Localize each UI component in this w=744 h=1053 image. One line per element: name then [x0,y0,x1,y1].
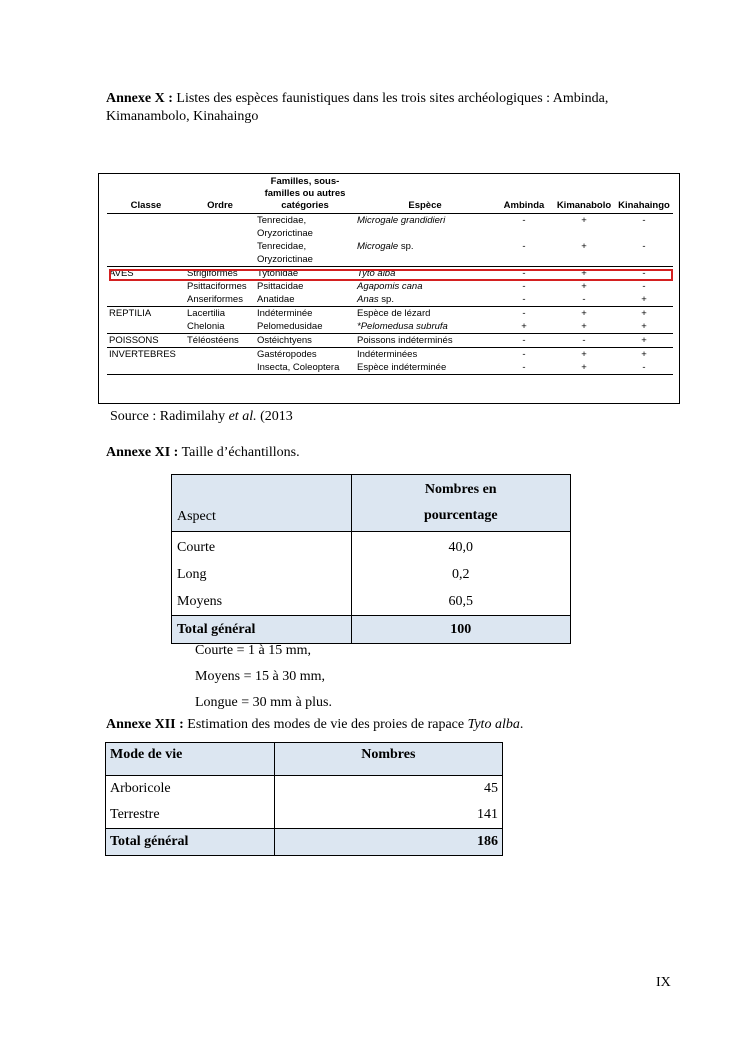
table-row [107,361,673,375]
cell-kinahaingo: - [642,281,646,292]
espece-genus: Anas [357,294,379,305]
total-label: Total général [172,616,352,644]
annexe-x-title-line2: Kimanambolo, Kinahaingo [106,109,259,124]
cell-famille: Tenrecidae, [257,215,307,226]
cell-espece: Agapomis cana [357,281,423,292]
table-row [107,320,673,334]
cell-ordre: Chelonia [187,321,225,332]
cell-espece: Espèce indéterminée [355,361,495,375]
cell-espece: Indéterminées [357,349,418,360]
cell-espece [355,240,495,253]
annexe-xi-heading [106,444,300,462]
cell-kimanabolo: + [553,361,615,375]
annexe-xii-title-italic: Tyto alba [467,717,520,732]
espece-suffix: sp. [398,241,414,252]
cell-value: 40,0 [351,532,570,562]
cell-ordre: Lacertilia [187,308,226,319]
cell-kinahaingo: - [642,241,646,252]
cell-classe: POISSONS [109,335,159,346]
annexe-xii-title-end: . [519,717,524,732]
cell-ambinda: - [522,335,526,346]
cell-kimanabolo: + [581,308,587,319]
table-row [106,776,503,803]
cell-kimanabolo: + [581,281,587,292]
annexe-xii-label: Annexe XII : [106,717,184,732]
header-espece: Espèce [408,200,442,211]
header-aspect: Aspect [172,475,352,532]
note-courte: Courte = 1 à 15 mm, [195,643,311,658]
cell-famille: Gastéropodes [257,349,317,360]
life-mode-table [105,742,503,856]
table-header-row [106,743,503,776]
cell-classe: AVES [109,268,134,279]
table-row [107,280,673,293]
header-nombres: Nombres [274,743,502,776]
cell-classe: REPTILIA [109,308,152,319]
cell-mode: Arboricole [106,776,275,803]
source-prefix: Source : Radimilahy [110,409,229,424]
cell-kimanabolo: + [581,241,587,252]
header-ordre: Ordre [207,200,233,211]
cell-espece: Microgale grandidieri [357,215,446,226]
table-total-row [106,829,503,856]
page-number: IX [656,975,671,990]
fauna-table-figure [98,173,680,404]
annexe-xi-label: Annexe XI : [106,445,179,460]
total-value: 186 [274,829,502,856]
cell-classe [107,214,185,228]
header-nombres-l2: pourcentage [423,508,498,523]
table-row [107,227,673,240]
table-row [107,214,673,228]
header-nombres [351,475,570,532]
cell-kinahaingo: - [642,268,646,279]
espece-genus: Microgale [357,241,399,252]
cell-kimanabolo: + [581,321,587,332]
table-row [107,253,673,267]
cell-famille: Tytonidae [257,268,299,279]
cell-kinahaingo: + [641,349,647,360]
cell-kinahaingo: + [641,321,647,332]
cell-kinahaingo: - [642,215,646,226]
table-row [107,293,673,307]
cell-value: 141 [274,802,502,829]
cell-famille: Psittacidae [257,281,304,292]
source-suffix: (2013 [256,409,293,424]
cell-ordre: Psittaciformes [187,281,247,292]
cell-espece: Tyto alba [357,268,396,279]
header-classe: Classe [130,200,162,211]
cell-famille: Oryzorictinae [257,228,313,239]
cell-espece: Espèce de lézard [357,308,431,319]
cell-famille: Oryzorictinae [257,254,313,265]
cell-espece: *Pelomedusa subrufa [357,321,448,332]
cell-famille: Tenrecidae, [257,241,307,252]
table-row [107,240,673,253]
annexe-xi-title: Taille d’échantillons. [181,445,300,460]
size-notes [195,638,332,716]
cell-kinahaingo: - [615,361,673,375]
total-value: 100 [351,616,570,644]
cell-espece [355,293,495,307]
cell-kimanabolo: + [581,268,587,279]
table-row [172,588,571,616]
header-familles-l1: Familles, sous- [270,176,340,187]
cell-kimanabolo: - [582,294,586,305]
header-kimanabolo: Kimanabolo [556,200,612,211]
cell-value: 0,2 [351,561,570,588]
table-row [107,334,673,348]
cell-kimanabolo: + [581,215,587,226]
cell-mode: Terrestre [106,802,275,829]
header-mode: Mode de vie [106,743,275,776]
table-row [172,532,571,562]
cell-ambinda: - [522,281,526,292]
cell-ambinda: - [522,241,526,252]
cell-aspect: Courte [172,532,352,562]
cell-ambinda: - [522,349,526,360]
total-label: Total général [106,829,275,856]
table-row [107,348,673,362]
source-italic: et al. [228,409,257,424]
sample-size-table [171,474,571,644]
cell-ambinda: - [522,268,526,279]
header-familles-l3: catégories [281,200,329,211]
cell-kimanabolo: - [582,335,586,346]
cell-famille: Anatidae [257,294,295,305]
cell-aspect: Long [172,561,352,588]
annexe-xii-title: Estimation des modes de vie des proies de rapace [187,717,468,732]
cell-value: 60,5 [351,588,570,616]
cell-famille: Indéterminée [257,308,313,319]
cell-kinahaingo: + [641,294,647,305]
annexe-x-heading [106,90,666,126]
cell-ordre [185,214,255,228]
table-row [106,802,503,829]
header-kinahaingo: Kinahaingo [618,200,670,211]
cell-kinahaingo: + [641,308,647,319]
cell-famille: Insecta, Coleoptera [255,361,355,375]
cell-value: 45 [274,776,502,803]
table-row [107,307,673,321]
cell-ordre: Anseriformes [187,294,243,305]
cell-ambinda: + [521,321,527,332]
annexe-x-source [110,408,293,426]
annexe-xii-heading [106,716,523,734]
espece-suffix: sp. [378,294,394,305]
table-row [172,561,571,588]
cell-kinahaingo: + [641,335,647,346]
cell-famille: Ostéichtyens [257,335,312,346]
tyto-alba-highlight-box [109,269,673,281]
cell-ordre: Téléostéens [187,335,239,346]
note-moyens: Moyens = 15 à 30 mm, [195,669,325,684]
cell-ambinda: - [495,361,553,375]
cell-ambinda: - [522,308,526,319]
table-header-row [172,475,571,532]
cell-espece: Poissons indéterminés [357,335,453,346]
note-longue: Longue = 30 mm à plus. [195,695,332,710]
header-nombres-l1: Nombres en [424,482,497,497]
cell-ordre: Strigiformes [187,268,238,279]
fauna-header-row [107,176,673,214]
header-ambinda: Ambinda [503,200,545,211]
header-familles [255,176,355,214]
annexe-x-title-line1: Listes des espèces faunistiques dans les trois sites archéologiques : Ambinda, [176,91,609,106]
cell-aspect: Moyens [172,588,352,616]
header-familles-l2: familles ou autres [264,188,346,199]
annexe-x-label: Annexe X : [106,91,173,106]
cell-ambinda: - [522,215,526,226]
cell-famille: Pelomedusidae [257,321,323,332]
cell-classe: INVERTEBRES [109,349,176,360]
cell-kimanabolo: + [581,349,587,360]
cell-ambinda: - [522,294,526,305]
